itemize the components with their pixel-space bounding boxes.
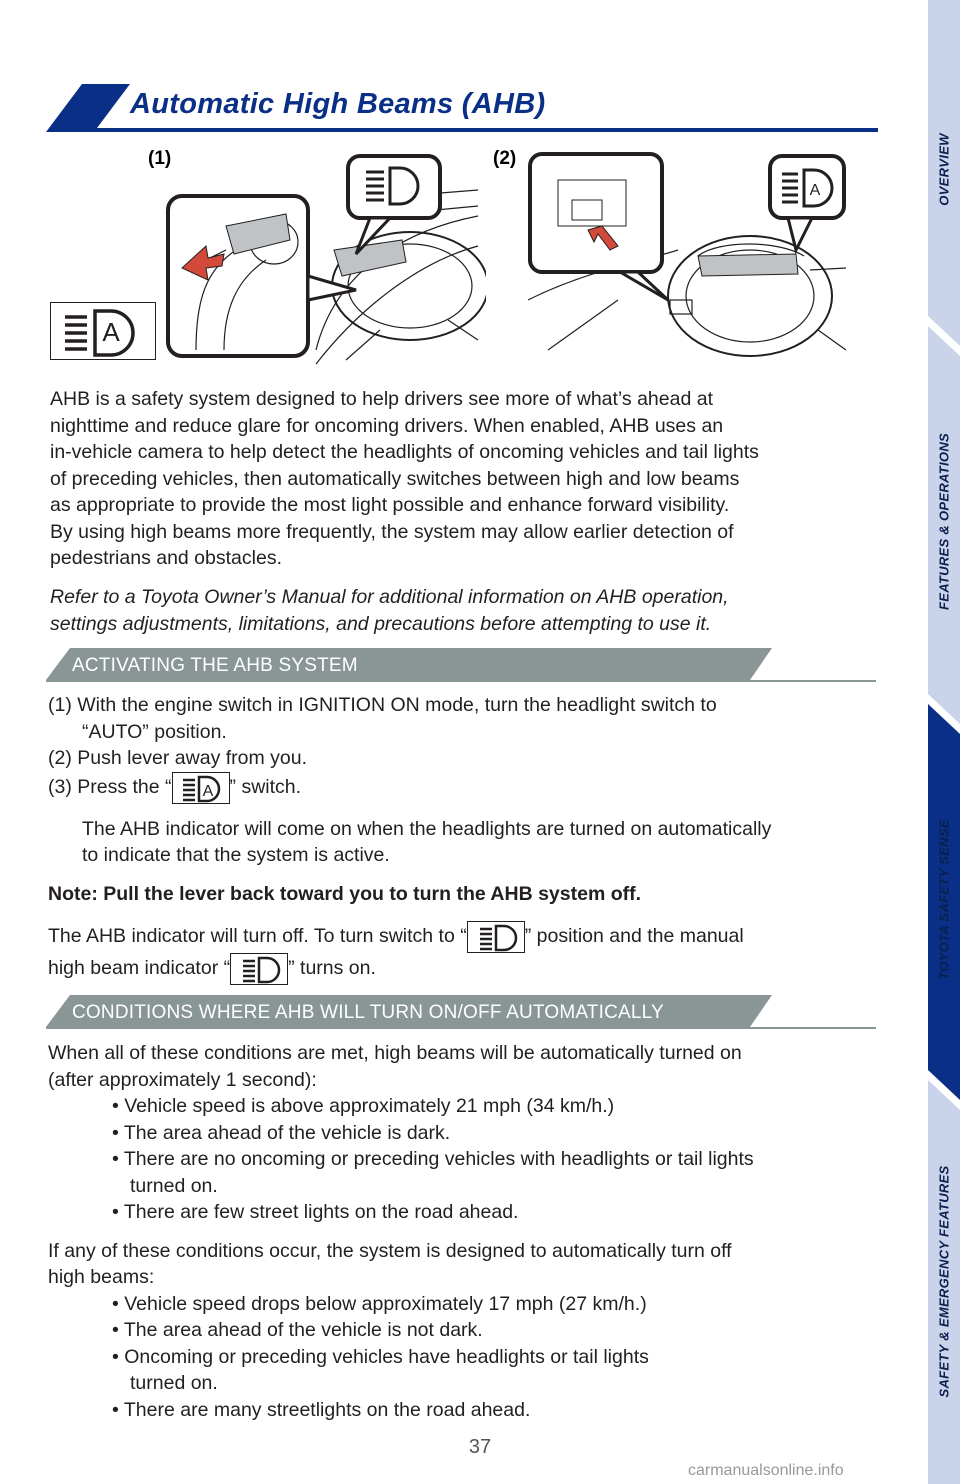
side-navigation xyxy=(928,0,960,1484)
on-intro-2: (after approximately 1 second): xyxy=(48,1068,317,1091)
svg-text:A: A xyxy=(202,782,213,800)
tab-toyota-safety-sense[interactable]: TOYOTA SAFETY SENSE xyxy=(936,819,952,980)
steering-wheel-illustration-2 xyxy=(528,150,848,366)
step-1: (1) With the engine switch in IGNITION ON mode, turn the headlight switch to xyxy=(48,694,717,716)
list-item-continuation: turned on. xyxy=(130,1372,218,1394)
off-line-1-post: ” position and the manual xyxy=(524,925,744,948)
list-item-continuation: turned on. xyxy=(130,1174,218,1197)
off-intro-1: If any of these conditions occur, the system is designed to automatically turn off xyxy=(48,1239,732,1262)
owner-manual-note xyxy=(50,584,880,637)
page-title: Automatic High Beams (AHB) xyxy=(130,88,546,120)
step-3 xyxy=(48,772,888,804)
tab-safety-emergency[interactable]: SAFETY & EMERGENCY FEATURES xyxy=(936,1165,952,1398)
intro-line: AHB is a safety system designed to help drivers see more of what’s ahead at xyxy=(50,388,713,410)
page-number: 37 xyxy=(468,1436,492,1458)
auto-high-beam-icon xyxy=(172,772,230,804)
intro-paragraph xyxy=(50,386,880,572)
list-item: • Oncoming or preceding vehicles have headlights or tail lights xyxy=(112,1345,649,1368)
auto-high-beam-icon xyxy=(50,302,156,360)
intro-line: pedestrians and obstacles. xyxy=(50,547,282,569)
intro-line: nighttime and reduce glare for oncoming drivers. When enabled, AHB uses an xyxy=(50,414,724,437)
off-line-1 xyxy=(48,921,888,953)
off-intro-2: high beams: xyxy=(48,1266,155,1288)
off-line-2-post: ” turns on. xyxy=(288,957,376,980)
indicator-line-1: The AHB indicator will come on when the headlights are turned on automatically xyxy=(82,817,772,840)
intro-line: in-vehicle camera to help detect the headlights of oncoming vehicles and tail lights xyxy=(50,441,759,463)
off-line-2 xyxy=(48,953,888,985)
list-item: • Vehicle speed drops below approximately 17 mph (27 km/h.) xyxy=(112,1292,647,1315)
list-item: • Vehicle speed is above approximately 21 mph (34 km/h.) xyxy=(112,1095,615,1117)
on-intro-1: When all of these conditions are met, high beams will be automatically turned on xyxy=(48,1042,742,1064)
svg-text:A: A xyxy=(809,182,821,199)
svg-text:A: A xyxy=(102,317,120,347)
list-item: • There are few street lights on the road ahead. xyxy=(112,1201,519,1223)
watermark: carmanualsonline.info xyxy=(688,1462,844,1479)
list-item: • The area ahead of the vehicle is not dark. xyxy=(112,1319,483,1341)
figure-label-2: (2) xyxy=(493,148,517,169)
list-item: • There are many streetlights on the road ahead. xyxy=(112,1398,531,1421)
tab-features-operations[interactable]: FEATURES & OPERATIONS xyxy=(936,433,952,610)
step-1-continuation: “AUTO” position. xyxy=(82,720,227,743)
list-item: • There are no oncoming or preceding vehicles with headlights or tail lights xyxy=(112,1148,754,1170)
steering-wheel-illustration-1 xyxy=(166,150,486,366)
off-line-1-pre: The AHB indicator will turn off. To turn switch to “ xyxy=(48,925,467,948)
intro-line: By using high beams more frequently, the system may allow earlier detection of xyxy=(50,520,734,543)
note-line: settings adjustments, limitations, and precautions before attempting to use it. xyxy=(50,612,712,635)
section-heading-conditions: CONDITIONS WHERE AHB WILL TURN ON/OFF AUTOMATICALLY xyxy=(72,1002,664,1023)
section-heading-activating: ACTIVATING THE AHB SYSTEM xyxy=(72,655,358,676)
high-beam-icon xyxy=(230,953,288,985)
off-note: Note: Pull the lever back toward you to turn the AHB system off. xyxy=(48,882,642,905)
activating-steps xyxy=(48,692,888,985)
high-beam-icon xyxy=(467,921,525,953)
step-3-pre: (3) Press the “ xyxy=(48,775,172,798)
step-2: (2) Push lever away from you. xyxy=(48,747,308,769)
figure-label-1: (1) xyxy=(148,148,172,169)
conditions-body xyxy=(48,1040,888,1423)
note-line: Refer to a Toyota Owner’s Manual for additional information on AHB operation, xyxy=(50,586,729,608)
tab-overview[interactable]: OVERVIEW xyxy=(936,133,952,206)
off-line-2-pre: high beam indicator “ xyxy=(48,957,231,980)
list-item: • The area ahead of the vehicle is dark. xyxy=(112,1121,451,1144)
indicator-line-2: to indicate that the system is active. xyxy=(82,844,390,866)
intro-line: of preceding vehicles, then automatically switches between high and low beams xyxy=(50,467,740,490)
step-3-post: ” switch. xyxy=(229,775,302,798)
intro-line: as appropriate to provide the most light possible and enhance forward visibility. xyxy=(50,494,730,516)
